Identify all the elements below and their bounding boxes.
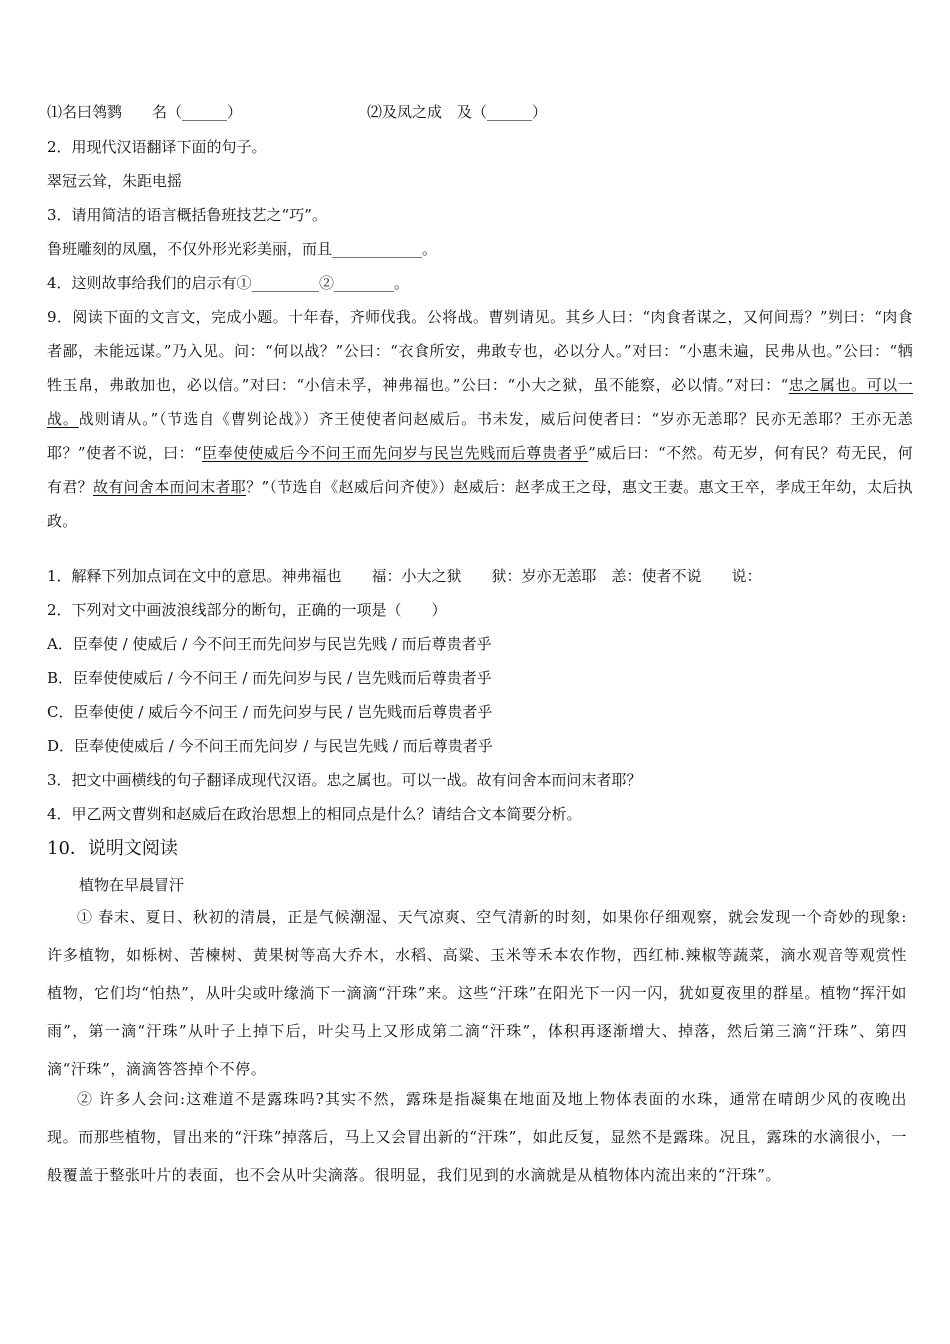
q9-passage: 9．阅读下面的文言文，完成小题。十年春，齐师伐我。公将战。曹刿请见。其乡人曰：“肉食者谋之，又何间焉？”刿曰：“肉食者鄙，未能远谋。”乃入见。问：“何以战？”公曰：“衣食所安，弗敢专也，必以分人。”对曰：“小惠未遍，民弗从也。”公曰：“牺牲玉帛，弗敢加也，必以信。”对曰：“小信未孚，神弗福也。”公曰：“小大之狱，虽不能察，必以情。”对曰：“忠之属也。可以一战。战则请从。”（节选自《曹刿论战》）齐王使使者问赵威后。书未发，威后问使者曰：“岁亦无恙耶？民亦无恙耶？王亦无恙耶？”使者不说，曰：“臣奉使使威后今不问王而先问岁与民岂先贱而后尊贵者乎”威后曰：“不然。苟无岁，何有民？苟无民，何有君？故有问舍本而问末者耶？”（节选自《赵威后问齐使》）赵威后：赵孝成王之母，惠文王妻。惠文王卒，孝成王年幼，太后执政。 [47,308,913,530]
q9-q1: 1．解释下列加点词在文中的意思。神弗福也 福：小大之狱 狱：岁亦无恙耶 恙：使者不说 说： [47,567,762,585]
option-d: D．臣奉使使威后 / 今不问王而先问岁 / 与民岂先贱 / 而后尊贵者乎 [47,737,493,755]
q8-q3-title: 3．请用简洁的语言概括鲁班技艺之“巧”。 [47,206,327,224]
underlined-sentence-1: 忠之属也。可以一战。 [47,376,913,428]
q8-item2: ⑵及凤之成 及（______） [367,103,548,121]
option-b: B．臣奉使使威后 / 今不问王 / 而先问岁与民 / 岂先贱而后尊贵者乎 [47,669,492,687]
q8-q2-sentence: 翠冠云耸，朱距电摇 [47,172,183,190]
article-title: 植物在早晨冒汗 [79,876,185,894]
article-paragraph-2: ② 许多人会问:这难道不是露珠吗?其实不然，露珠是指凝集在地面及地上物体表面的水珠，通常在晴朗少风的夜晚出现。而那些植物，冒出来的“汗珠”掉落后，马上又会冒出新的“汗珠”，如此反复，显然不是露珠。况且，露珠的水滴很小，一般覆盖于整张叶片的表面，也不会从叶尖滴落。很明显，我们见到的水滴就是从植物体内流出来的“汗珠”。 [47,1090,907,1184]
underlined-sentence-2: 故有问舍本而问末者耶 [92,478,247,496]
q10-heading: 10．说明文阅读 [47,838,178,859]
q9-q2: 2．下列对文中画波浪线部分的断句，正确的一项是（ ） [47,601,447,619]
q8-item1: ⑴名曰鸰鹨 名（______） [47,103,243,121]
q8-q4-title: 4．这则故事给我们的启示有①_________②________。 [47,274,410,292]
q8-q3-blank: 鲁班雕刻的凤凰，不仅外形光彩美丽，而且____________。 [47,240,438,258]
wavy-line-sentence: 臣奉使使威后今不问王而先问岁与民岂先贱而后尊贵者乎 [202,444,589,462]
q9-q4: 4．甲乙两文曹刿和赵威后在政治思想上的相同点是什么？请结合文本简要分析。 [47,805,582,823]
q8-q2-title: 2．用现代汉语翻译下面的句子。 [47,138,267,156]
option-a: A．臣奉使 / 使威后 / 今不问王而先问岁与民岂先贱 / 而后尊贵者乎 [47,635,492,653]
article-paragraph-1: ① 春末、夏日、秋初的清晨，正是气候潮湿、天气凉爽、空气清新的时刻，如果你仔细观察，就会发现一个奇妙的现象:许多植物，如栎树、苦楝树、黄果树等高大乔木，水稻、高粱、玉米等禾本农作物，西红柿.辣椒等蔬菜，滴水观音等观赏性植物，它们均“怕热”，从叶尖或叶缘淌下一滴滴“汗珠”来。这些“汗珠”在阳光下一闪一闪，犹如夏夜里的群星。植物“挥汗如雨”，第一滴“汗珠”从叶子上掉下后，叶尖马上又形成第二滴“汗珠”，体积再逐渐增大、掉落，然后第三滴“汗珠”、第四滴“汗珠”，滴滴答答掉个不停。 [47,908,907,1078]
q9-q3: 3．把文中画横线的句子翻译成现代汉语。忠之属也。可以一战。故有问舍本而问末者耶？ [47,771,642,789]
q8-row1 [47,102,910,122]
option-c: C．臣奉使使 / 威后今不问王 / 而先问岁与民 / 岂先贱而后尊贵者乎 [47,703,493,721]
